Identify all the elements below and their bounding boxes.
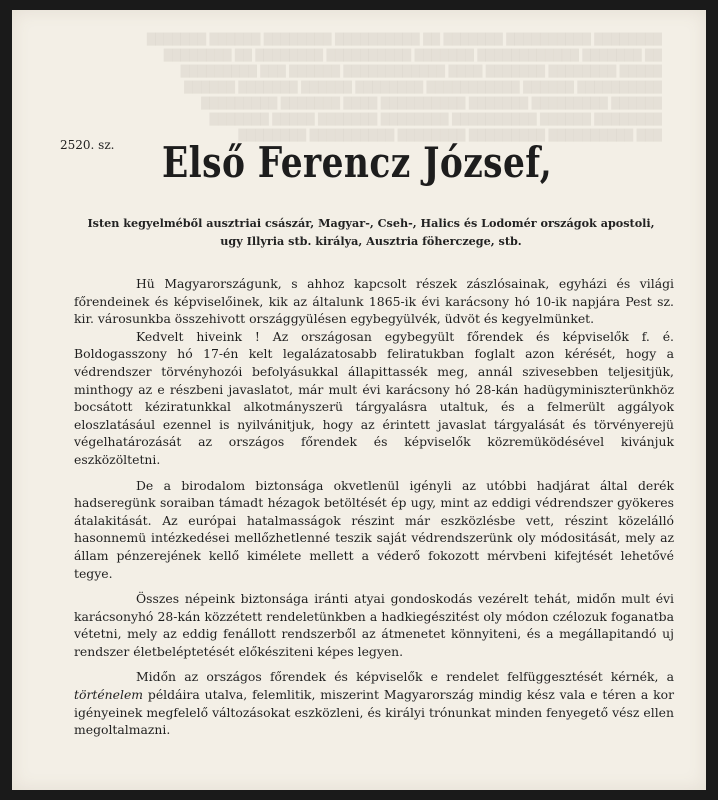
paragraph-last	[74, 668, 674, 738]
paragraph: Kedvelt hiveink ! Az országosan egybegyült főrendek és képviselők f. é. Boldogasszony hó 17-én kelt legalázatosabb feliratukban foglalt azon kérését, hogy a védrendszer törvényhozói befolyásukkal állapittassék meg, annál szivesebben teljesitjük, minthogy az e részbeni javaslatot, már mult évi karácsony hó 28-kán hadügyminiszterünkhöz bocsátott kéziratunkkal alkotmányszerü tárgyalásra utaltuk, és a felmerült aggályok eloszlatásául ezennel is nyilvánitjuk, hogy az érintett javaslat tárgyalását és törvényerejü végelhatározását az országos főrendek és képviselők közremüködésével kivánjuk eszközöltetni.	[74, 328, 674, 467]
document-page	[12, 10, 706, 790]
emphasized-word: történelem	[74, 687, 144, 703]
reverse-side-bleed-through: ████████ ██████████ ███████ ██ ██████████ ████████ ██████ ███████ ██ ███████ ████████████ ███████ ██████████ ████████ ██ ████████ █████ ████████ ███████ ████ ████████████ ██████ ███ █████████ ██████████ ██████ ███████████ ████████ ██████ ███████ ██████ ██████ █████████ ███████ ██████████ ████ ███████ █████████ ████████ ██████ ██████████ ████████ ███████ █████ ███████ ███ ██████████ █████████ ████████ ██████████ ████████	[146, 33, 662, 142]
document-title: Első Ferencz József,	[162, 138, 553, 187]
paragraph: Összes népeink biztonsága iránti atyai gondoskodás vezérelt tehát, midőn mult évi karácsonyhó 28-kán közzétett rendeletünkben a hadkiegészitést oly módon czélozuk foganatba vétetni, mely az eddig fenállott rendszerből az átmenetet könnyiteni, és a megállapitandó uj rendszer életbeléptetését előkésziteni képes legyen.	[74, 591, 674, 659]
paragraph: Hü Magyarországunk, s ahhoz kapcsolt részek zászlósainak, egyházi és világi főrendeinek és képviselőinek, kik az általunk 1865-ik évi karácsony hó 10-ik napjára Pest sz. kir. városunkba összehivott országgyülésen egybegyülvék, üdvöt és kegyelmünket.	[74, 276, 674, 327]
document-subtitle: Isten kegyelméből ausztriai császár, Magyar-, Cseh-, Halics és Lodomér országok apostoli, ugy Illyria stb. királya, Ausztria föherczege, stb.	[87, 216, 655, 248]
document-body	[74, 275, 674, 739]
paragraph: De a birodalom biztonsága okvetlenül igényli az utóbbi hadjárat által derék hadseregünk soraiban támadt hézagok betöltését ép ugy, mint az eddigi védrendszer gyökeres átalakitását. Az európai hatalmasságok részint már eszközlésbe vett, részint közelálló hasonnemü intézkedései mellőzhetlenné teszik saját védrendszerünk oly módositását, mely az állam pénzerejének kellő kimélete mellett a véderő fokozott mérvbeni kifejtését lehetővé tegye.	[74, 477, 674, 581]
paragraph-text: példáira utalva, felemlitik, miszerint Magyarország mindig kész vala e téren a kor igényeinek megfelelő változásokat eszközleni, és királyi trónunkat minden fenyegető vész ellen megoltalmazni.	[74, 687, 674, 738]
document-number: 2520. sz.	[60, 138, 115, 152]
paragraph-text: Midőn az országos főrendek és képviselők e rendelet felfüggesztését kérnék, a	[136, 669, 674, 685]
